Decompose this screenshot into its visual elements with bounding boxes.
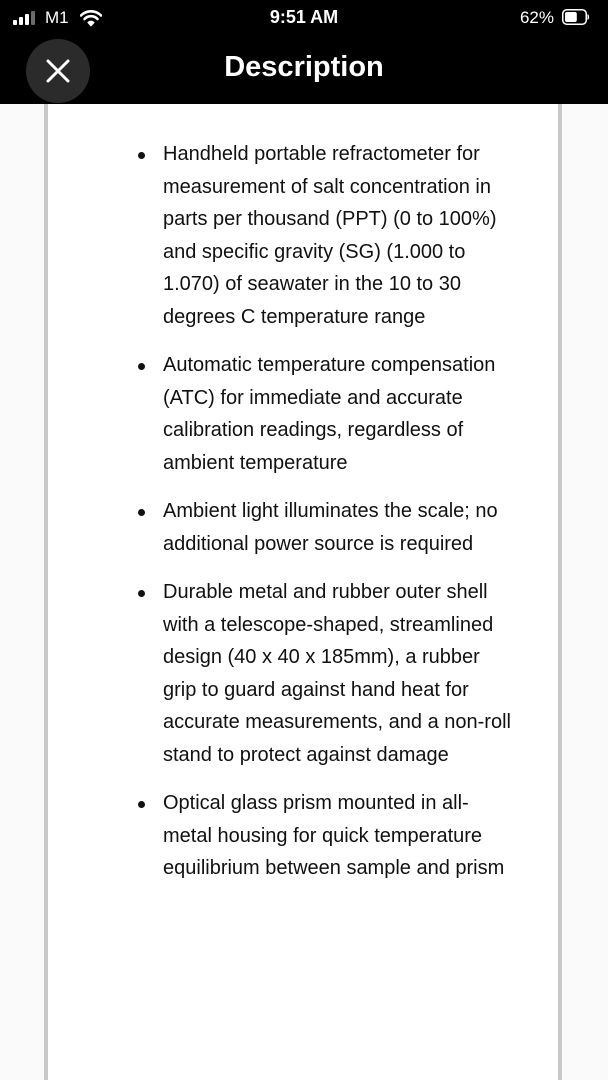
list-item-text: Handheld portable refractometer for measurement of salt concentration in parts per thousand (PPT) (0 to 100%) and specific gravity (SG) (1.000 to 1.070) of seawater in the 10 to 30 degrees C temperature range — [163, 143, 497, 328]
page-title: Description — [224, 51, 384, 83]
list-item — [163, 349, 511, 479]
bullet-icon — [138, 509, 145, 516]
bullet-icon — [138, 152, 145, 159]
list-item-text: Ambient light illuminates the scale; no additional power source is required — [163, 500, 498, 555]
list-item — [163, 138, 511, 333]
list-item-text: Automatic temperature compensation (ATC) for immediate and accurate calibration readings, regardless of ambient temperature — [163, 354, 496, 474]
list-item — [163, 787, 511, 885]
header-bar — [0, 36, 608, 104]
list-item-text: Optical glass prism mounted in all-metal housing for quick temperature equilibrium between sample and prism — [163, 792, 505, 879]
list-item-text: Durable metal and rubber outer shell with a telescope-shaped, streamlined design (40 x 40 x 185mm), a rubber grip to guard against hand heat for accurate measurements, and a non-roll stand to protect against damage — [163, 581, 511, 766]
carrier-name: M1 — [45, 8, 69, 27]
status-time: 9:51 AM — [269, 7, 339, 27]
bullet-icon — [138, 801, 145, 808]
status-bar — [0, 0, 608, 36]
bullet-icon — [138, 590, 145, 597]
list-item — [163, 495, 511, 560]
list-item — [163, 576, 511, 771]
bullet-icon — [138, 363, 145, 370]
battery-percentage: 62% — [519, 8, 554, 27]
description-list — [163, 138, 511, 901]
battery-icon — [562, 9, 590, 25]
description-panel[interactable] — [0, 104, 608, 1080]
